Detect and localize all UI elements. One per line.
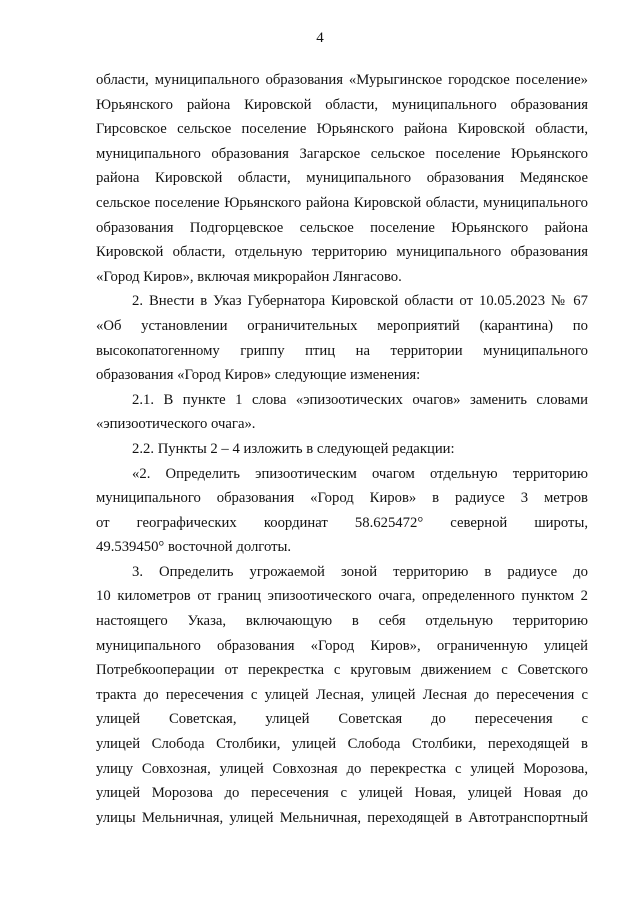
text-line: образования «Город Киров» следующие изменения:: [96, 367, 421, 384]
paragraph-continuation: [96, 68, 588, 289]
text-line: улицей Морозова до пересечения с улицей Новая, улицей Новая до: [96, 785, 588, 802]
page-number: 4: [316, 30, 324, 46]
text-line: 10 километров от границ эпизоотического очага, определенного пунктом 2: [96, 588, 588, 605]
text-line: улицей Советская, улицей Советская до пересечения с: [96, 711, 588, 728]
paragraph-quoted-3: [96, 560, 588, 831]
text-line: Потребкооперации от перекрестка с круговым движением с Советского: [96, 662, 588, 679]
text-line: «2. Определить эпизоотическим очагом отдельную территорию: [132, 465, 588, 482]
text-line: тракта до пересечения с улицей Лесная, улицей Лесная до пересечения с: [96, 686, 588, 703]
text-line: 2.2. Пункты 2 – 4 изложить в следующей редакции:: [132, 440, 455, 457]
text-line: от географических координат 58.625472° северной широты,: [96, 514, 588, 531]
text-line: муниципального образования «Город Киров», ограниченную улицей: [96, 637, 588, 654]
text-line: образования Подгорцевское сельское поселение Юрьянского района: [96, 219, 588, 236]
text-line: «эпизоотического очага».: [96, 416, 256, 433]
text-line: 2. Внести в Указ Губернатора Кировской области от 10.05.2023 № 67: [132, 293, 588, 310]
text-line: 3. Определить угрожаемой зоной территорию в радиусе до: [132, 563, 588, 580]
text-line: Юрьянского района Кировской области, муниципального образования: [96, 96, 588, 113]
text-line: улицы Мельничная, улицей Мельничная, переходящей в Автотранспортный: [96, 809, 588, 826]
text-line: Кировской области, отдельную территорию муниципального образования: [96, 244, 588, 261]
text-line: района Кировской области, муниципального образования Медянское: [96, 170, 588, 187]
text-line: муниципального образования Загарское сельское поселение Юрьянского: [96, 145, 588, 162]
text-line: «Город Киров», включая микрорайон Лянгасово.: [96, 268, 402, 285]
paragraph-item-2-1: [96, 388, 588, 437]
text-line: Гирсовское сельское поселение Юрьянского района Кировской области,: [96, 121, 588, 138]
paragraph-item-2: [96, 289, 588, 387]
text-line: 2.1. В пункте 1 слова «эпизоотических очагов» заменить словами: [132, 391, 588, 408]
document-body: [96, 68, 588, 830]
text-line: улицу Совхозная, улицей Совхозная до перекрестка с улицей Морозова,: [96, 760, 588, 777]
text-line: области, муниципального образования «Мурыгинское городское поселение»: [96, 72, 588, 88]
text-line: высокопатогенному гриппу птиц на территории муниципального: [96, 342, 588, 359]
text-line: муниципального образования «Город Киров» в радиусе 3 метров: [96, 490, 588, 507]
text-line: настоящего Указа, включающую в себя отдельную территорию: [96, 613, 588, 630]
text-line: улицей Слобода Столбики, улицей Слобода Столбики, переходящей в: [96, 736, 588, 753]
text-line: сельское поселение Юрьянского района Кировской области, муниципального: [96, 194, 588, 211]
paragraph-quoted-2: [96, 462, 588, 560]
paragraph-item-2-2: [96, 437, 588, 462]
text-line: «Об установлении ограничительных мероприятий (карантина) по: [96, 317, 588, 334]
text-line: 49.539450° восточной долготы.: [96, 539, 292, 556]
